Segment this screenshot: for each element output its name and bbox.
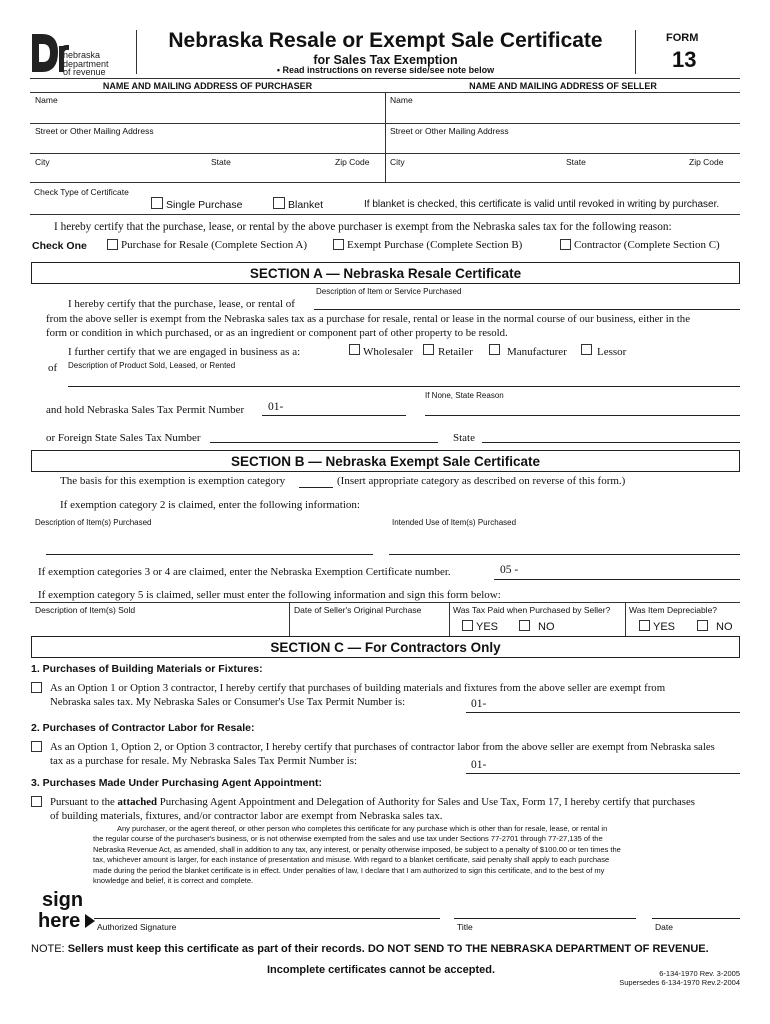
tax-paid-yes-label: YES <box>476 621 499 633</box>
foreign-state-input[interactable] <box>482 442 740 443</box>
purchasing-agent-checkbox[interactable] <box>31 796 42 807</box>
section-c-title: SECTION C — For Contractors Only <box>31 636 740 658</box>
purchaser-name-label: Name <box>35 95 58 105</box>
resale-checkbox[interactable] <box>107 239 118 250</box>
penalty-line-1: Any purchaser, or the agent thereof, or other person who completes this certificate for any purchase which is other than for resale, lease, or rental in <box>117 824 608 833</box>
seller-zip-label: Zip Code <box>689 157 724 167</box>
none-reason-input[interactable] <box>425 415 740 416</box>
contractor-p3a-pre: Pursuant to the <box>50 796 115 808</box>
depreciable-yes-checkbox[interactable] <box>639 620 650 631</box>
date-input[interactable] <box>652 918 740 919</box>
here-word: here <box>38 910 81 932</box>
penalty-line-2: the regular course of the purchaser's business, or is not otherwise exempted from the sales and use tax under Sections 77-2701 through 77-27,135 of the <box>93 834 603 844</box>
form-label: FORM <box>666 32 699 44</box>
seller-street-field[interactable] <box>386 124 740 153</box>
seller-street-label: Street or Other Mailing Address <box>390 126 509 136</box>
purchaser-street-field[interactable] <box>30 124 385 153</box>
contractor-p2b: tax as a purchase for resale. My Nebraska Sales Tax Permit Number is: <box>50 755 357 767</box>
seller-name-label: Name <box>390 95 413 105</box>
seller-heading: NAME AND MAILING ADDRESS OF SELLER <box>469 81 657 91</box>
contractor-p2a: As an Option 1, Option 2, or Option 3 contractor, I hereby certify that purchases of contractor labor from the above seller are exempt from Nebraska sales <box>50 741 715 753</box>
contractor-labor-checkbox[interactable] <box>31 741 42 752</box>
blanket-label: Blanket <box>288 199 324 211</box>
date-purchase-label: Date of Seller's Original Purchase <box>294 605 422 615</box>
contractor-p2-prefix: 01- <box>471 759 487 771</box>
permit-number-input[interactable] <box>262 415 406 416</box>
intended-use-input[interactable] <box>389 554 740 555</box>
contractor-h2: 2. Purchases of Contractor Labor for Resale: <box>31 722 255 734</box>
penalty-line-4: tax, whichever amount is larger, for each instance of presentation and misuse. With regard to a blanket certificate, said penalty shall apply to each purchase <box>93 855 610 865</box>
contractor-p1-permit-input[interactable] <box>466 712 740 713</box>
logo-line-1: nebraska <box>63 50 101 60</box>
contractor-p1a: As an Option 1 or Option 3 contractor, I hereby certify that purchases of building materials and fixtures from the above seller are exempt from <box>50 682 666 694</box>
section-a-line3: form or condition in which purchased, or as an ingredient or component part of other property to be resold. <box>46 327 508 339</box>
contractor-h1: 1. Purchases of Building Materials or Fixtures: <box>31 663 263 675</box>
retailer-checkbox[interactable] <box>423 344 434 355</box>
signature-input[interactable] <box>94 918 440 919</box>
purchaser-zip-label: Zip Code <box>335 157 370 167</box>
penalty-text <box>93 824 621 886</box>
signature-label: Authorized Signature <box>97 922 177 932</box>
seller-name-field[interactable] <box>386 93 740 123</box>
wholesaler-checkbox[interactable] <box>349 344 360 355</box>
category34-line: If exemption categories 3 or 4 are claimed, enter the Nebraska Exemption Certificate number. <box>38 566 451 578</box>
desc-sold-label: Description of Item(s) Sold <box>35 605 136 615</box>
depreciable-label: Was Item Depreciable? <box>629 605 718 615</box>
foreign-number-label: or Foreign State Sales Tax Number <box>46 432 201 444</box>
basis-text-a: The basis for this exemption is exemption category <box>60 475 286 487</box>
section-a-line1: I hereby certify that the purchase, lease, or rental of <box>68 298 295 310</box>
penalty-line-6: knowledge and belief, it is correct and complete. <box>93 876 254 886</box>
sign-word: sign <box>42 889 84 911</box>
purchaser-city-field[interactable] <box>30 154 385 182</box>
business-type-line: I further certify that we are engaged in business as a: <box>68 346 301 358</box>
contractor-h3: 3. Purchases Made Under Purchasing Agent Appointment: <box>31 777 322 789</box>
category5-line: If exemption category 5 is claimed, seller must enter the following information and sign this form below: <box>38 589 501 601</box>
permit-number-prefix: 01- <box>268 401 284 413</box>
desc-items-purchased-label: Description of Item(s) Purchased <box>35 518 152 527</box>
contractor-option-label: Contractor (Complete Section C) <box>574 239 720 251</box>
footer-note-label: NOTE: <box>31 943 65 955</box>
contractor-p3a-post: Purchasing Agent Appointment and Delegation of Authority for Sales and Use Tax, Form 17, I hereby certify that purchases <box>159 796 695 808</box>
intended-use-label: Intended Use of Item(s) Purchased <box>392 518 517 527</box>
depreciable-yes-label: YES <box>653 621 676 633</box>
depreciable-no-label: NO <box>716 621 733 633</box>
form-instruction: • Read instructions on reverse side/see note below <box>276 65 495 75</box>
depreciable-no-checkbox[interactable] <box>697 620 708 631</box>
footer-note <box>31 943 709 955</box>
footer-note-text: Sellers must keep this certificate as part of their records. DO NOT SEND TO THE NEBRASKA DEPARTMENT OF REVENUE. <box>67 943 709 955</box>
single-purchase-label: Single Purchase <box>166 199 243 211</box>
seller-city-label: City <box>390 157 405 167</box>
building-materials-checkbox[interactable] <box>31 682 42 693</box>
purchaser-street-label: Street or Other Mailing Address <box>35 126 154 136</box>
date-label: Date <box>655 922 673 932</box>
product-sold-label: Description of Product Sold, Leased, or Rented <box>68 361 236 370</box>
seller-state-label: State <box>566 157 586 167</box>
title-input[interactable] <box>454 918 636 919</box>
lessor-checkbox[interactable] <box>581 344 592 355</box>
category2-line: If exemption category 2 is claimed, enter the following information: <box>60 499 360 511</box>
purchaser-state-label: State <box>211 157 231 167</box>
date-purchase-field[interactable] <box>290 603 449 636</box>
contractor-p2-permit-input[interactable] <box>466 773 740 774</box>
foreign-number-input[interactable] <box>210 442 438 443</box>
exempt-checkbox[interactable] <box>333 239 344 250</box>
incomplete-note: Incomplete certificates cannot be accepted. <box>267 964 496 976</box>
check-one-label: Check One <box>32 240 87 252</box>
section-a-desc-label: Description of Item or Service Purchased <box>316 287 462 296</box>
category-input[interactable] <box>299 487 333 488</box>
penalty-line-3: Nebraska Revenue Act, as amended, shall in addition to any tax, any interest, or penalty otherwise imposed, be subject to a penalty of $100.00 or ten times the <box>93 844 621 854</box>
purchaser-name-field[interactable] <box>30 93 385 123</box>
exemption-cert-input[interactable] <box>494 579 740 580</box>
tax-paid-no-checkbox[interactable] <box>519 620 530 631</box>
section-a-title: SECTION A — Nebraska Resale Certificate <box>31 262 740 284</box>
purchaser-city-label: City <box>35 157 50 167</box>
resale-option-label: Purchase for Resale (Complete Section A) <box>121 239 308 251</box>
tax-paid-yes-checkbox[interactable] <box>462 620 473 631</box>
title-label: Title <box>457 922 473 932</box>
cert-type-label: Check Type of Certificate <box>34 187 129 197</box>
contractor-p3b: of building materials, fixtures, and/or contractor labor are exempt from Nebraska sales tax. <box>50 810 443 822</box>
exempt-option-label: Exempt Purchase (Complete Section B) <box>347 239 523 251</box>
contractor-p1b: Nebraska sales tax. My Nebraska Sales or Consumer's Use Tax Permit Number is: <box>50 696 406 708</box>
contractor-p3a <box>50 796 695 808</box>
logo-line-3: of revenue <box>63 67 106 77</box>
form-number: 13 <box>672 47 697 72</box>
section-b-title: SECTION B — Nebraska Exempt Sale Certificate <box>31 450 740 472</box>
contractor-checkbox[interactable] <box>560 239 571 250</box>
contractor-p3a-bold: attached <box>117 796 158 808</box>
desc-sold-field[interactable] <box>30 603 289 636</box>
seller-city-field[interactable] <box>386 154 740 182</box>
form-subtitle: for Sales Tax Exemption <box>313 53 458 67</box>
blanket-checkbox[interactable] <box>273 197 285 209</box>
wholesaler-label: Wholesaler <box>363 346 414 358</box>
tax-paid-no-label: NO <box>538 621 555 633</box>
permit-number-label: and hold Nebraska Sales Tax Permit Number <box>46 404 245 416</box>
foreign-state-label: State <box>453 432 475 444</box>
lessor-label: Lessor <box>597 346 627 358</box>
manufacturer-checkbox[interactable] <box>489 344 500 355</box>
section-a-line2: from the above seller is exempt from the Nebraska sales tax as a purchase for resale, rental or lease in the normal course of our business, either in the <box>46 313 690 325</box>
blanket-note: If blanket is checked, this certificate is valid until revoked in writing by purchaser. <box>364 199 720 210</box>
exemption-cert-prefix: 05 - <box>500 564 519 576</box>
logo <box>30 32 112 76</box>
single-purchase-checkbox[interactable] <box>151 197 163 209</box>
logo-text <box>63 51 109 77</box>
purchaser-heading: NAME AND MAILING ADDRESS OF PURCHASER <box>102 81 313 91</box>
certify-reason-line: I hereby certify that the purchase, lease, or rental by the above purchaser is exempt from the Nebraska sales tax for the following reason: <box>54 221 672 233</box>
penalty-line-5: made during the period the blanket certificate is in effect. Under penalties of law, I declare that I am authorized to sign this certificate, and to the best of my <box>93 865 605 875</box>
arrow-right-icon <box>85 914 95 928</box>
of-label: of <box>48 362 58 374</box>
revision-line: 6-134-1970 Rev. 3-2005 <box>659 969 740 978</box>
tax-paid-label: Was Tax Paid when Purchased by Seller? <box>453 605 611 615</box>
retailer-label: Retailer <box>438 346 473 358</box>
item-purchased-input[interactable] <box>314 309 740 310</box>
basis-text-b: (Insert appropriate category as described on reverse of this form.) <box>337 475 626 487</box>
logo-line-2: department <box>63 58 109 69</box>
desc-items-purchased-input[interactable] <box>46 554 373 555</box>
none-reason-label: If None, State Reason <box>425 391 504 400</box>
supersedes-line: Supersedes 6-134-1970 Rev.2-2004 <box>619 978 740 987</box>
product-sold-input[interactable] <box>68 386 740 387</box>
form-title: Nebraska Resale or Exempt Sale Certificate <box>168 29 603 52</box>
contractor-p1-prefix: 01- <box>471 698 487 710</box>
manufacturer-label: Manufacturer <box>507 346 567 358</box>
